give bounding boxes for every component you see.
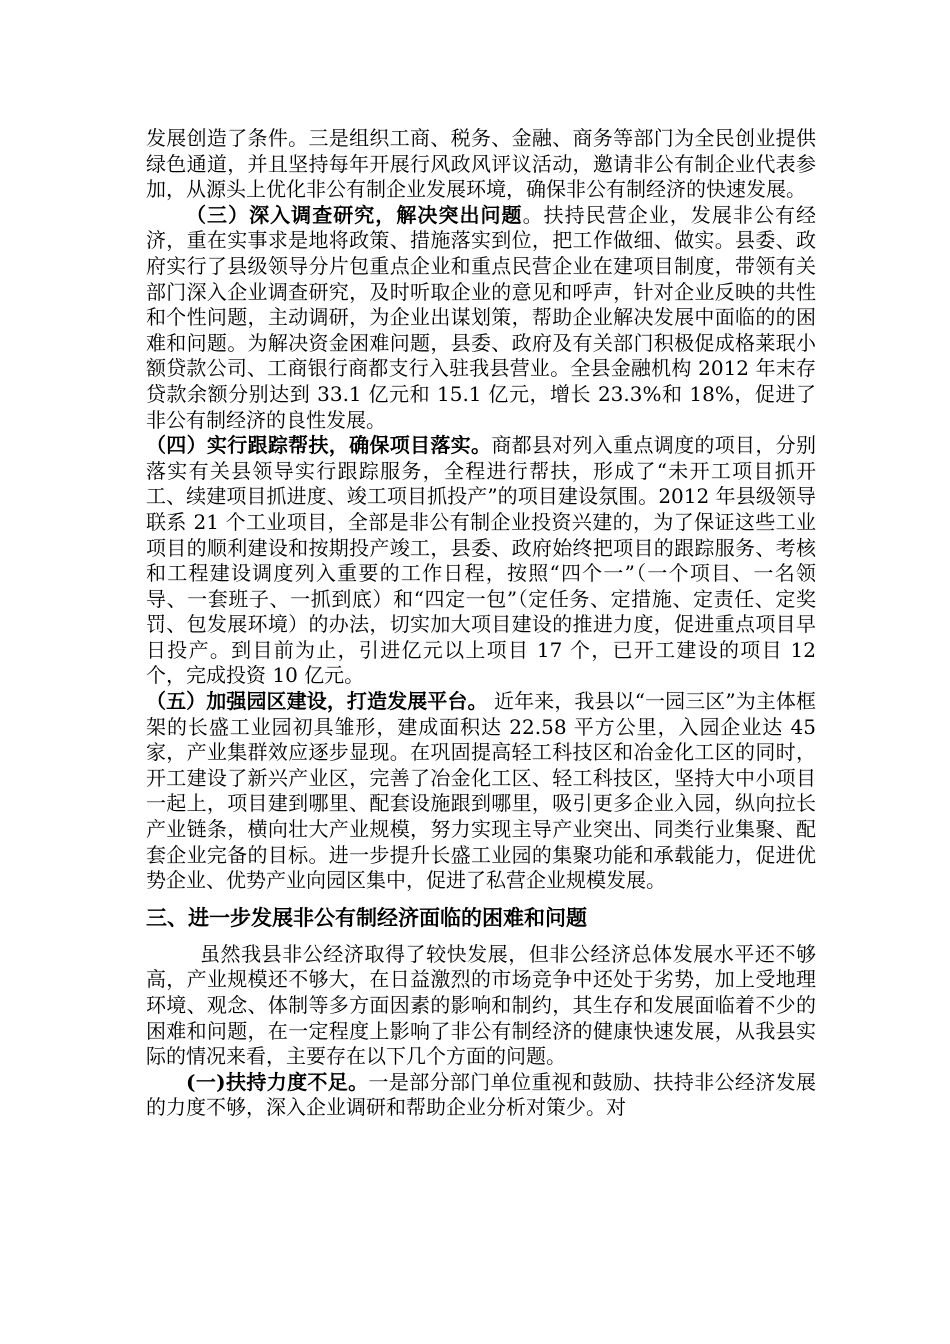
paragraph-1 [146,126,816,203]
subheading-problem-1: (一)扶持力度不足。 [186,1069,369,1094]
paragraph-2 [146,203,816,433]
paragraph-3 [146,433,816,689]
paragraph-3-text: 商都县对列入重点调度的项目，分别落实有关县领导实行跟踪服务，全程进行帮扶，形成了“未开工项目抓开工、续建项目抓进度、竣工项目抓投产”的项目建设氛围。2012 年县级领导联系 21 个工业项目，全部是非公有制企业投资兴建的，为了保证这些工业项目的顺利建设和按期投产竣工，县委、政府始终把项目的跟踪服务、考核和工程建设调度列入重要的工作日程，按照“四个一”（一个项目、一名领导、一套班子、一抓到底）和“四定一包”（定任务、定措施、定责任、定奖罚、包发展环境）的办法，切实加大项目建设的推进力度，促进重点项目早日投产。到目前为止，引进亿元以上项目 17 个，已开工建设的项目 12 个，完成投资 10 亿元。 [146,433,816,688]
paragraph-5-text: 虽然我县非公经济取得了较快发展，但非公经济总体发展水平还不够高，产业规模还不够大，在日益激烈的市场竞争中还处于劣势，加上受地理环境、观念、体制等多方面因素的影响和制约，其生存和发展面临着不少的困难和问题，在一定程度上影响了非公有制经济的健康快速发展，从我县实际的情况来看，主要存在以下几个方面的问题。 [146,941,816,1069]
subheading-3: （三）深入调查研究，解决突出问题 [186,202,523,227]
paragraph-6 [146,1070,816,1121]
document-body [146,126,816,1121]
paragraph-2-text: 。扶持民营企业，发展非公有经济，重在实事求是地将政策、措施落实到位，把工作做细、做实。县委、政府实行了县级领导分片包重点企业和重点民营企业在建项目制度，带领有关部门深入企业调查研究，及时听取企业的意见和呼声，针对企业反映的共性和个性问题，主动调研，为企业出谋划策，帮助企业解决发展中面临的的困难和问题。为解决资金困难问题，县委、政府及有关部门积极促成格莱珉小额贷款公司、工商银行商都支行入驻我县营业。全县金融机构 2012 年末存贷款余额分别达到 33.1 亿元和 15.1 亿元，增长 23.3%和 18%，促进了非公有制经济的良性发展。 [146,202,817,432]
paragraph-4-text: 近年来，我县以“一园三区”为主体框架的长盛工业园初具雏形，建成面积达 22.58 平方公里，入园企业达 45 家，产业集群效应逐步显现。在巩固提高轻工科技区和冶金化工区的同时，开工建设了新兴产业区，完善了冶金化工区、轻工科技区，坚持大中小项目一起上，项目建到哪里、配套设施跟到哪里，吸引更多企业入园，纵向拉长产业链条，横向壮大产业规模，努力实现主导产业突出、同类行业集聚、配套企业完备的目标。进一步提升长盛工业园的集聚功能和承载能力，促进优势企业、优势产业向园区集中，促进了私营企业规模发展。 [146,689,816,893]
paragraph-1-text: 发展创造了条件。三是组织工商、税务、金融、商务等部门为全民创业提供绿色通道，并且坚持每年开展行风政风评议活动，邀请非公有制企业代表参加，从源头上优化非公有制企业发展环境，确保非公有制经济的快速发展。 [146,126,816,202]
section-heading: 三、进一步发展非公有制经济面临的困难和问题 [146,905,587,930]
subheading-5: （五）加强园区建设，打造发展平台。 [146,689,488,714]
paragraph-5 [146,942,816,1070]
paragraph-6-text: 一是部分部门单位重视和鼓励、扶持非公经济发展的力度不够，深入企业调研和帮助企业分析对策少。对 [146,1069,816,1120]
paragraph-4 [146,689,816,894]
subheading-4: （四）实行跟踪帮扶，确保项目落实。 [146,433,492,458]
